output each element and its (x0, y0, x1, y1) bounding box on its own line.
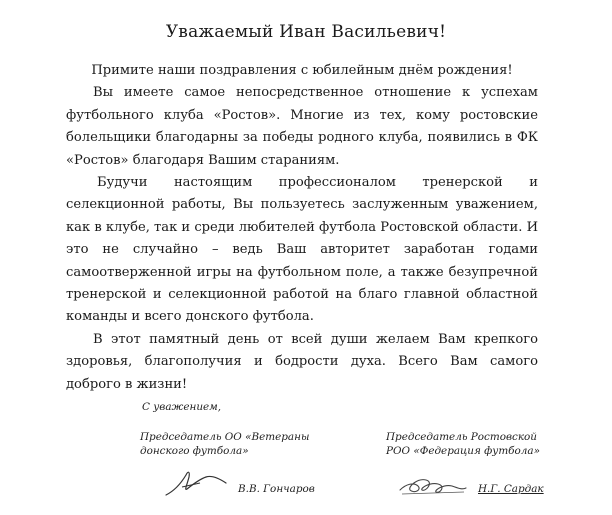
paragraph-professional: Будучи настоящим профессионалом тренерской и селекционной работы, Вы пользуетесь заслуженным уважением, как в клубе, так и среди любителей футбола Ростовской области. И это не случайно – ведь Ваш авторитет заработан годами самоотверженной игры на футбольном поле, а также безупречной тренерской и селекционной работой на благо главной областной команды и всего донского футбола. (66, 175, 539, 325)
paragraph-wishes: В этот памятный день от всей души желаем Вам крепкого здоровья, благополучия и бодрости духа. Всего Вам самого доброго в жизни! (66, 331, 538, 392)
left-position-line2: донского футбола» (140, 445, 249, 457)
left-position-line1: Председатель ОО «Ветераны (140, 431, 310, 443)
salutation-heading: Уважаемый Иван Васильевич! (165, 22, 447, 42)
left-signatory-name: В.В. Гончаров (238, 483, 315, 495)
right-position-line1: Председатель Ростовской (386, 431, 537, 443)
paragraph-greeting: Примите наши поздравления с юбилейным днём рождения! (91, 63, 513, 78)
right-signatory-name: Н.Г. Сардак (478, 483, 544, 495)
paragraph-club-relation: Вы имеете самое непосредственное отношение к успехам футбольного клуба «Ростов». Многие из тех, кому ростовские болельщики благодарны за победы родного клуба, появились в ФК «Ростов» благодаря Вашим стараниям. (66, 85, 538, 168)
right-handwritten-signature (396, 470, 470, 500)
letter-body (66, 60, 538, 396)
right-signatory-position (386, 430, 586, 458)
left-signatory-position (140, 430, 340, 458)
right-position-line2: РОО «Федерация футбола» (386, 445, 540, 457)
left-handwritten-signature (160, 465, 230, 501)
regards-line: С уважением, (142, 401, 222, 413)
